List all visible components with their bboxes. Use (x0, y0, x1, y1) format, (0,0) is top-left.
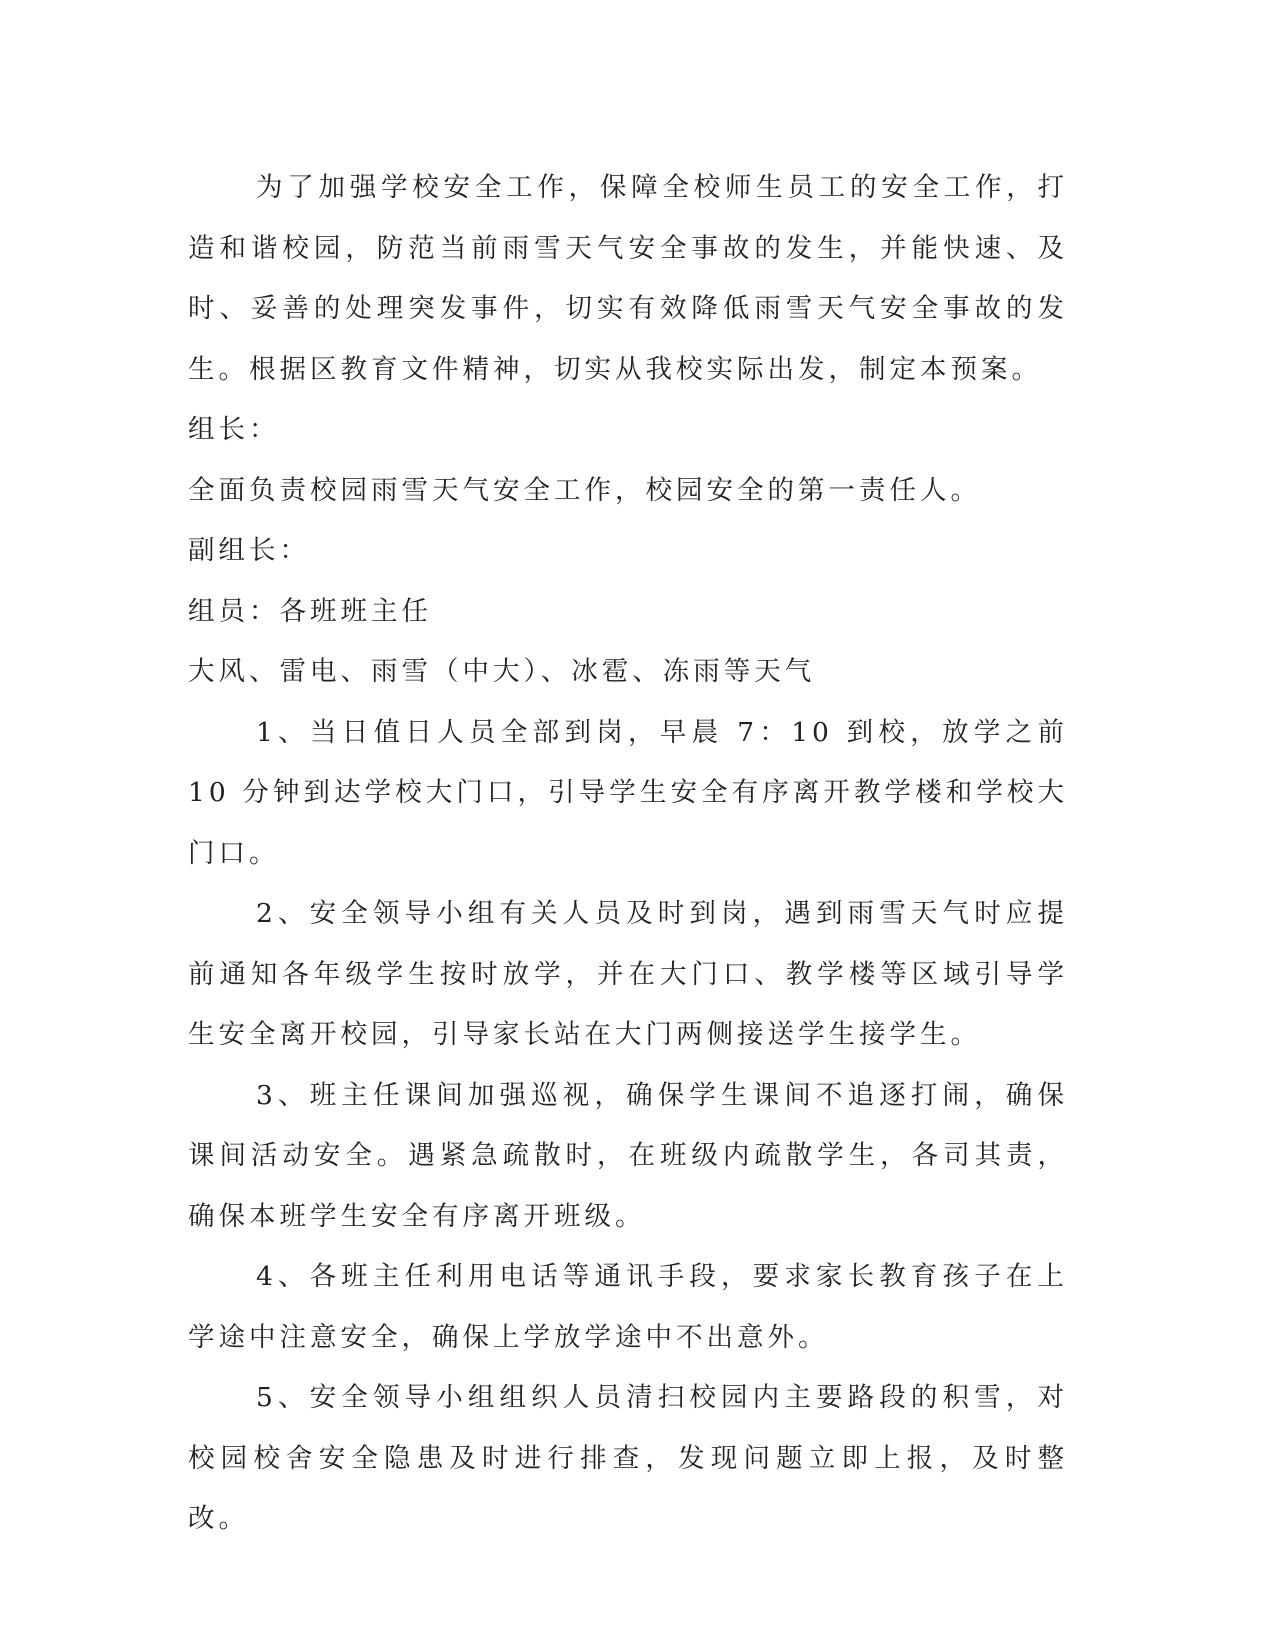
measure-3: 3、班主任课间加强巡视，确保学生课间不追逐打闹，确保课间活动安全。遇紧急疏散时，在班级内疏散学生，各司其责，确保本班学生安全有序离开班级。 (188, 1079, 1068, 1232)
measure-2: 2、安全领导小组有关人员及时到岗，遇到雨雪天气时应提前通知各年级学生按时放学，并在大门口、教学楼等区域引导学生安全离开校园，引导家长站在大门两侧接送学生接学生。 (188, 898, 1068, 1050)
group-leader-duty: 全面负责校园雨雪天气安全工作，校园安全的第一责任人。 (188, 474, 981, 506)
measure-4: 4、各班主任利用电话等通讯手段，要求家长教育孩子在上学途中注意安全，确保上学放学途中不出意外。 (188, 1261, 1068, 1353)
weather-types: 大风、雷电、雨雪（中大）、冰雹、冻雨等天气 (188, 656, 816, 687)
deputy-leader-heading: 副组长： (188, 535, 310, 566)
group-members: 组员：各班班主任 (188, 595, 432, 627)
measure-1: 1、当日值日人员全部到岗，早晨 7：10 到校，放学之前 10 分钟到达学校大门口，引导学生安全有序离开教学楼和学校大门口。 (188, 716, 1068, 869)
document-body (188, 158, 1068, 1550)
intro-paragraph: 为了加强学校安全工作，保障全校师生员工的安全工作，打造和谐校园，防范当前雨雪天气安全事故的发生，并能快速、及时、妥善的处理突发事件，切实有效降低雨雪天气安全事故的发生。根据区教育文件精神，切实从我校实际出发，制定本预案。 (188, 172, 1068, 385)
measure-5: 5、安全领导小组组织人员清扫校园内主要路段的积雪，对校园校舍安全隐患及时进行排查，发现问题立即上报，及时整改。 (188, 1382, 1068, 1534)
group-leader-heading: 组长： (188, 414, 280, 445)
